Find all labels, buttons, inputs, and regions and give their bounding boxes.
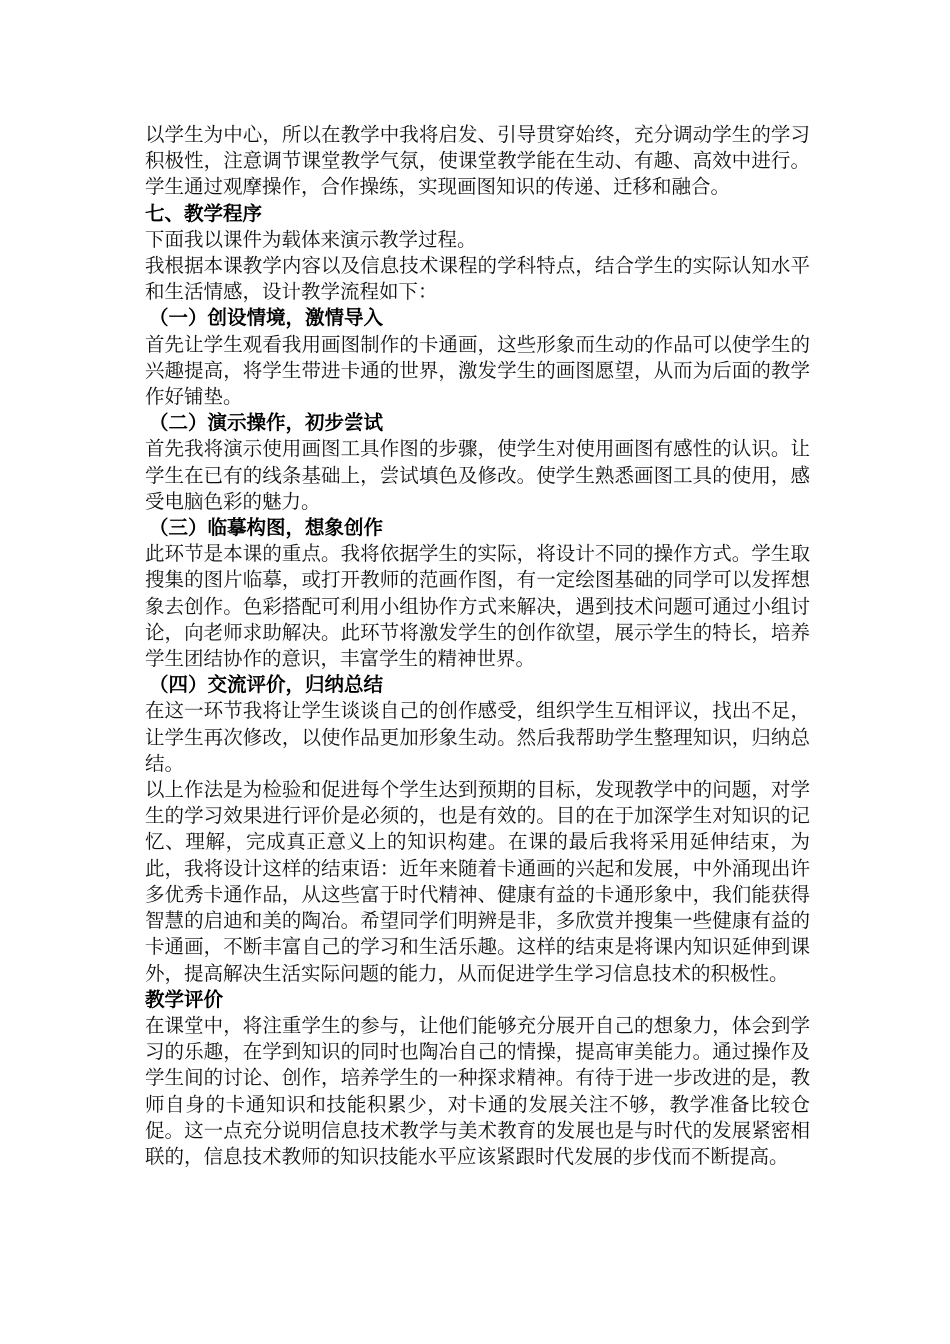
paragraph: 以学生为中心，所以在教学中我将启发、引导贯穿始终，充分调动学生的学习积极性，注意调节课堂教学气氛，使课堂教学能在生动、有趣、高效中进行。学生通过观摩操作，合作操练，实现画图知识的传递、迁移和融合。 [145, 123, 810, 199]
section-heading: 教学评价 [145, 987, 224, 1011]
section-heading: 七、教学程序 [145, 201, 263, 225]
paragraph: 我根据本课教学内容以及信息技术课程的学科特点，结合学生的实际认知水平和生活情感，设计教学流程如下： [145, 254, 810, 304]
paragraph: 在这一环节我将让学生谈谈自己的创作感受，组织学生互相评议，找出不足，让学生再次修改，以使作品更加形象生动。然后我帮助学生整理知识，归纳总结。 [145, 699, 810, 775]
subsection-heading: （二）演示操作，初步尝试 [149, 411, 384, 435]
paragraph: 在课堂中，将注重学生的参与，让他们能够充分展开自己的想象力，体会到学习的乐趣，在学到知识的同时也陶冶自己的情操，提高审美能力。通过操作及学生间的讨论、创作，培养学生的一种探求精神。有待于进一步改进的是，教师自身的卡通知识和技能积累少，对卡通的发展关注不够，教学准备比较仓促。这一点充分说明信息技术教学与美术教育的发展也是与时代的发展紧密相联的，信息技术教师的知识技能水平应该紧跟时代发展的步伐而不断提高。 [145, 1013, 810, 1168]
subsection-heading: （四）交流评价，归纳总结 [149, 673, 384, 697]
paragraph: 以上作法是为检验和促进每个学生达到预期的目标，发现教学中的问题，对学生的学习效果进行评价是必须的，也是有效的。目的在于加深学生对知识的记忆、理解，完成真正意义上的知识构建。在课的最后我将采用延伸结束，为此，我将设计这样的结束语：近年来随着卡通画的兴起和发展，中外涌现出许多优秀卡通作品，从这些富于时代精神、健康有益的卡通形象中，我们能获得智慧的启迪和美的陶冶。希望同学们明辨是非，多欣赏并搜集一些健康有益的卡通画，不断丰富自己的学习和生活乐趣。这样的结束是将课内知识延伸到课外，提高解决生活实际问题的能力，从而促进学生学习信息技术的积极性。 [145, 778, 810, 985]
paragraph: 首先让学生观看我用画图制作的卡通画，这些形象而生动的作品可以使学生的兴趣提高，将学生带进卡通的世界，激发学生的画图愿望，从而为后面的教学作好铺垫。 [145, 332, 810, 409]
subsection-heading: （一）创设情境，激情导入 [149, 306, 384, 330]
paragraph: 此环节是本课的重点。我将依据学生的实际，将设计不同的操作方式。学生取搜集的图片临摹，或打开教师的范画作图，有一定绘图基础的同学可以发挥想象去创作。色彩搭配可利用小组协作方式来解决，遇到技术问题可通过小组讨论，向老师求助解决。此环节将激发学生的创作欲望，展示学生的特长，培养学生团结协作的意识，丰富学生的精神世界。 [145, 542, 810, 671]
paragraph: 首先我将演示使用画图工具作图的步骤，使学生对使用画图有感性的认识。让学生在已有的线条基础上，尝试填色及修改。使学生熟悉画图工具的使用，感受电脑色彩的魅力。 [145, 437, 810, 513]
document-body [145, 122, 810, 1170]
subsection-heading: （三）临摹构图，想象创作 [149, 516, 384, 540]
paragraph: 下面我以课件为载体来演示教学过程。 [145, 227, 477, 251]
